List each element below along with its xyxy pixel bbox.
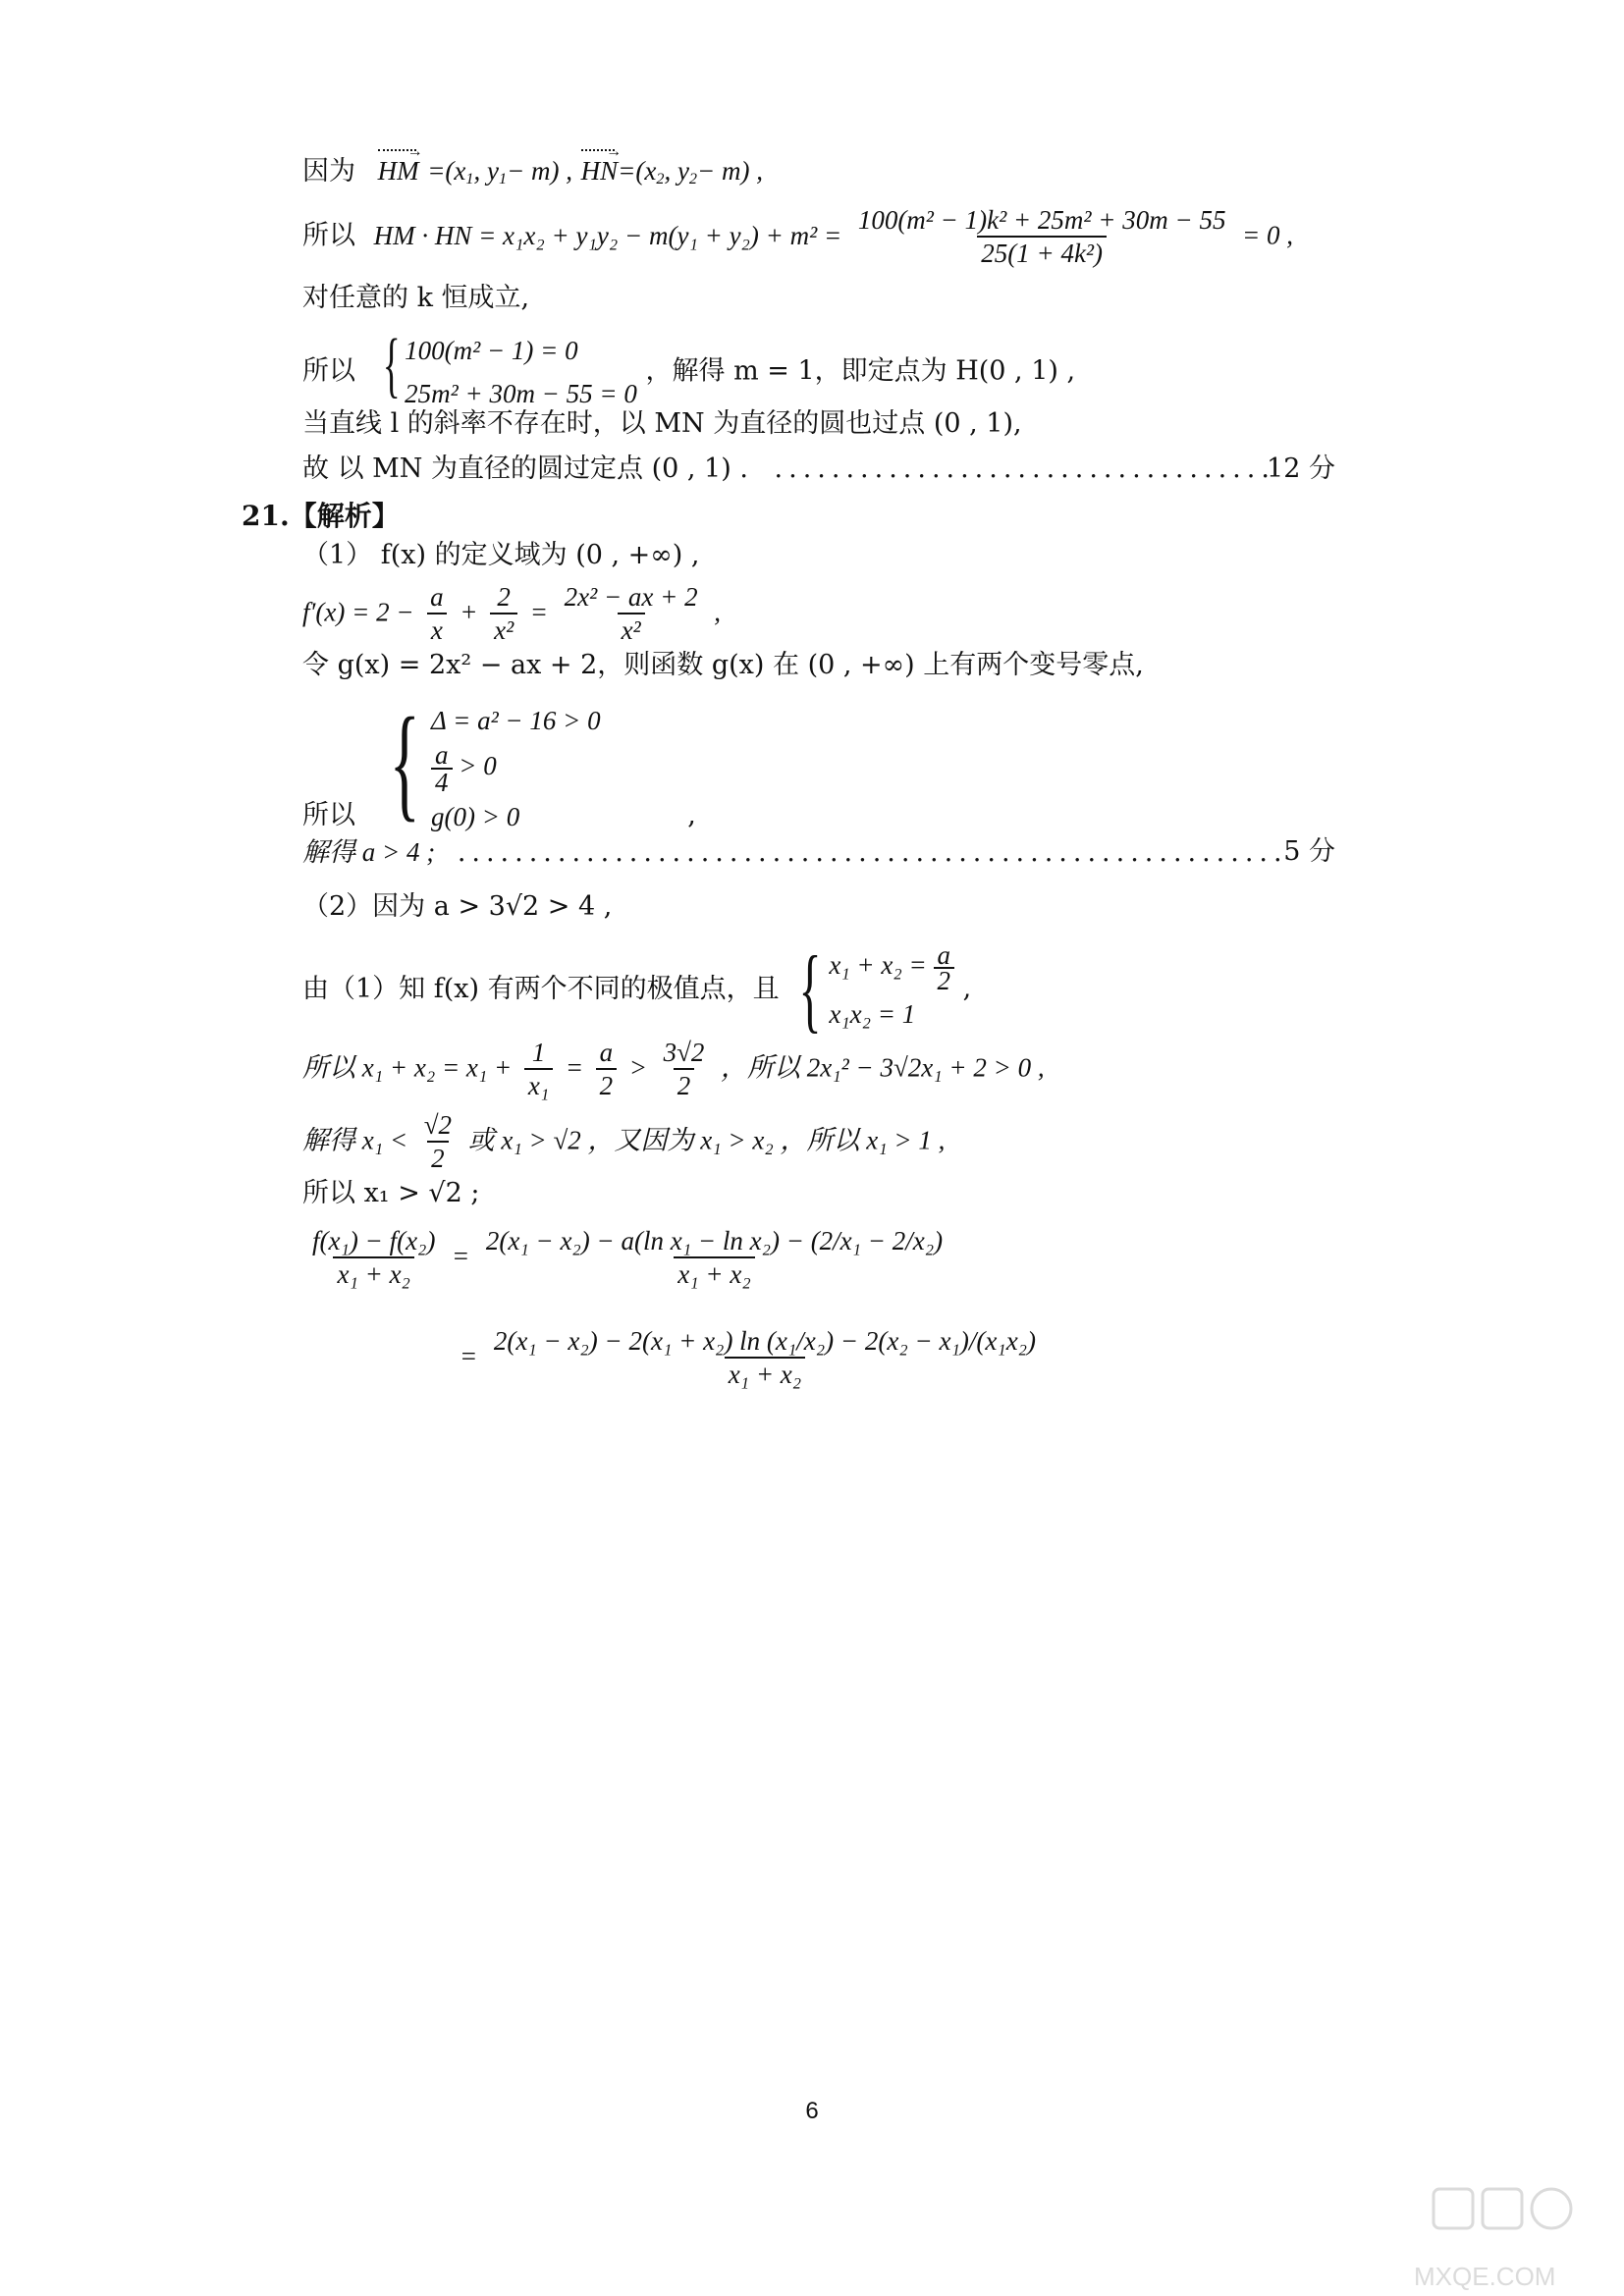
equation-system <box>787 936 954 1041</box>
text-therefore: 所以 <box>302 355 355 387</box>
numerator: a <box>937 940 950 970</box>
fraction <box>490 581 517 646</box>
line-system-m <box>302 325 1076 415</box>
numerator: a <box>430 582 444 612</box>
question-21-heading: 21.【解析】 <box>242 500 400 532</box>
conclusion-text: 故 以 MN 为直径的圆过定点 (0 , 1) . <box>302 454 748 484</box>
watermark-text: MXQE.COM <box>1414 2262 1556 2291</box>
line-quotient-2 <box>460 1325 1044 1390</box>
system-row <box>431 742 601 795</box>
system-row: g(0) > 0 <box>431 802 520 831</box>
numerator: a <box>435 740 449 770</box>
math-segment: f′(x) = 2 − <box>302 597 414 627</box>
line-any-k: 对任意的 k 恒成立, <box>302 283 530 313</box>
line-derivative <box>302 581 721 646</box>
math-segment: 由（1）知 f(x) 有两个不同的极值点，且 <box>302 973 780 1004</box>
denominator: x₁ + x₂ <box>674 1256 754 1290</box>
math-segment: 所以 x₁ + x₂ = x₁ + <box>302 1052 513 1083</box>
denominator: 2 <box>596 1068 618 1101</box>
denominator: 2 <box>427 1141 449 1174</box>
brace-icon: { <box>382 325 401 405</box>
denominator: x² <box>490 613 517 646</box>
subscript: 2 <box>656 170 665 187</box>
math-segment: > <box>628 1052 647 1083</box>
numerator: 100(m² − 1)k² + 25m² + 30m − 55 <box>857 205 1226 235</box>
denominator: x² <box>618 613 645 646</box>
numerator: f(x₁) − f(x₂) <box>312 1226 436 1255</box>
math-segment: − m) , <box>507 156 573 186</box>
text-therefore: 所以 <box>302 799 355 830</box>
vector-hn: HN → <box>581 147 619 188</box>
leader-dots: ................................... <box>774 454 1275 484</box>
dot-product-expansion: HM · HN = x₁x₂ + y₁y₂ − m(y₁ + y₂) + m² = <box>373 220 842 250</box>
numerator: 3√2 <box>663 1038 705 1067</box>
fraction <box>308 1225 439 1290</box>
math-segment: , <box>714 597 721 627</box>
denominator: 2 <box>674 1068 695 1101</box>
numerator: 1 <box>531 1038 546 1067</box>
fraction <box>660 1037 709 1101</box>
numerator: 2 <box>497 582 511 612</box>
numerator: a <box>599 1038 614 1067</box>
line-g-definition: 令 g(x) = 2x² − ax + 2，则函数 g(x) 在 (0 , +∞) 上有两个变号零点, <box>302 650 1144 680</box>
numerator: √2 <box>423 1110 453 1140</box>
math-segment: > 0 <box>459 751 497 781</box>
page-number: 6 <box>805 2098 819 2124</box>
equation-system <box>374 692 601 838</box>
line-quotient-1 <box>304 1225 950 1290</box>
line-sum-roots <box>302 1037 1045 1101</box>
fraction <box>490 1325 1040 1390</box>
fraction <box>854 204 1230 269</box>
math-segment: = <box>565 1052 584 1083</box>
denominator: x₁ <box>524 1068 553 1101</box>
system-row <box>829 940 954 995</box>
line-slope-undefined: 当直线 l 的斜率不存在时，以 MN 为直径的圆也过点 (0 , 1), <box>302 408 1022 439</box>
subscript: 1 <box>498 170 508 187</box>
text-therefore: 所以 <box>302 220 355 251</box>
math-segment: ，解得 m = 1，即定点为 H(0 , 1) , <box>645 355 1076 387</box>
equation-system <box>374 325 637 415</box>
fraction <box>934 940 955 995</box>
text-because: 因为 <box>302 156 355 187</box>
denominator: x₁ + x₂ <box>725 1357 805 1390</box>
numerator: 2(x₁ − x₂) − a(ln x₁ − ln x₂) − (2/x₁ − 2/x₂) <box>485 1226 944 1255</box>
system-row: 25m² + 30m − 55 = 0 <box>405 379 637 408</box>
line-x1-gt-root2: 所以 x₁ > √2 ; <box>302 1178 480 1208</box>
line-part2-because: （2）因为 a > 3√2 > 4 , <box>302 891 613 922</box>
conclusion-text: 解得 a > 4 ; <box>302 837 436 867</box>
brace-icon: { <box>389 692 420 833</box>
vector-hm: HM → <box>378 147 419 188</box>
fraction <box>426 581 448 646</box>
brace-icon: { <box>798 936 822 1041</box>
line-dot-product <box>302 204 1293 269</box>
line-conclusion-5 <box>302 834 1335 871</box>
fraction <box>596 1037 618 1101</box>
line-vectors <box>302 147 763 196</box>
system-row: Δ = a² − 16 > 0 <box>431 706 601 735</box>
math-segment: = 0 , <box>1242 220 1294 250</box>
numerator: 2x² − ax + 2 <box>564 582 698 612</box>
line-extrema <box>302 936 972 1041</box>
math-segment: , <box>687 799 696 830</box>
math-segment: , y <box>473 156 499 186</box>
math-segment: = <box>529 597 549 627</box>
line-conclusion-12 <box>302 452 1335 487</box>
math-segment: − m) , <box>697 156 763 186</box>
score-label: 12 分 <box>1267 454 1335 484</box>
leader-dots: .......................................................... <box>457 837 1288 868</box>
math-segment: = <box>460 1341 478 1371</box>
denominator: x₁ + x₂ <box>333 1256 413 1290</box>
denominator: 2 <box>934 967 955 992</box>
math-segment: , y <box>664 156 689 186</box>
line-system-a <box>302 692 696 838</box>
denominator: x <box>427 613 447 646</box>
score-label: 5 分 <box>1283 836 1335 867</box>
line-domain: （1） f(x) 的定义域为 (0 , +∞) , <box>302 540 700 570</box>
math-segment: , <box>962 973 972 1004</box>
system-row: x₁x₂ = 1 <box>829 999 916 1029</box>
subscript: 2 <box>688 170 698 187</box>
fraction <box>561 581 702 646</box>
system-row: 100(m² − 1) = 0 <box>405 336 578 365</box>
fraction <box>482 1225 947 1290</box>
denominator: 4 <box>431 768 453 795</box>
watermark-icon <box>1414 2179 1610 2258</box>
math-segment: ，所以 2x₁² − 3√2x₁ + 2 > 0 , <box>721 1052 1045 1083</box>
denominator: 25(1 + 4k²) <box>977 236 1107 269</box>
watermark-logo <box>1414 2179 1610 2291</box>
math-segment: 解得 x₁ < <box>302 1125 408 1155</box>
fraction <box>420 1109 456 1174</box>
fraction <box>431 742 453 795</box>
subscript: 1 <box>465 170 474 187</box>
numerator: 2(x₁ − x₂) − 2(x₁ + x₂) ln (x₁/x₂) − 2(x₂ − x₁)/(x₁x₂) <box>493 1326 1037 1356</box>
math-segment: 或 x₁ > √2 ，又因为 x₁ > x₂ ，所以 x₁ > 1 , <box>467 1125 946 1155</box>
math-segment: =(x <box>618 156 657 186</box>
fraction <box>524 1037 553 1101</box>
math-segment: = <box>452 1241 470 1271</box>
math-segment: x₁ + x₂ = <box>829 950 927 981</box>
line-solve-x1 <box>302 1109 945 1174</box>
math-segment: + <box>460 597 478 627</box>
math-segment: =(x <box>427 156 466 186</box>
